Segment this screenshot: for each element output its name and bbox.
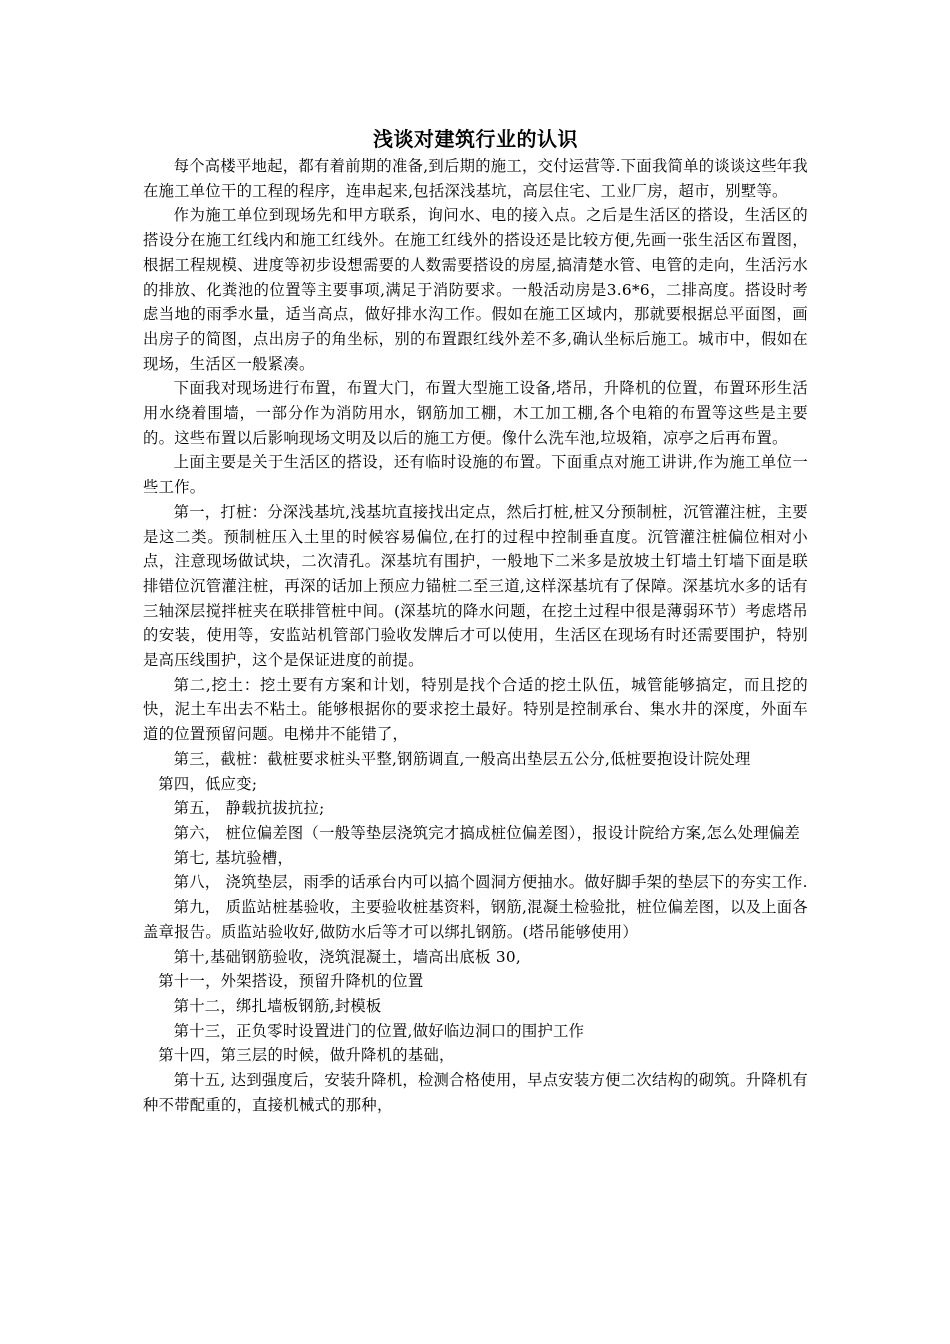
paragraph-step-15: 第十五, 达到强度后，安装升降机，检测合格使用，早点安装方便二次结构的砌筑。升降机有种不带配重的，直接机械式的那种， (143, 1071, 808, 1114)
document-title: 浅谈对建筑行业的认识 (373, 127, 578, 151)
paragraph-step-11: 第十一，外架搭设，预留升降机的位置 (158, 972, 424, 991)
paragraph-step-14: 第十四，第三层的时候，做升降机的基础， (158, 1046, 455, 1065)
paragraph-step-3: 第三，截桩：截桩要求桩头平整,钢筋调直,一般高出垫层五公分,低桩要抱设计院处理 (173, 749, 751, 768)
paragraph-step-7: 第七, 基坑验槽， (173, 848, 294, 867)
paragraph-step-10: 第十,基础钢筋验收，浇筑混凝土，墙高出底板 30, (173, 947, 522, 966)
paragraph-step-1: 第一，打桩：分深浅基坑,浅基坑直接找出定点，然后打桩,桩又分预制桩，沉管灌注桩，主要是这二类。预制桩压入土里的时候容易偏位,在打的过程中控制垂直度。沉管灌注桩偏位相对小点，注意现场做试块，二次清孔。深基坑有围护，一般地下二米多是放坡土钉墙土钉墙下面是联排错位沉管灌注桩，再深的话加上预应力锚桩二至三道,这样深基坑有了保障。深基坑水多的话有三轴深层搅拌桩夹在联排管桩中间。(深基坑的降水问题，在挖土过程中很是薄弱环节）考虑塔吊的安装，使用等，安监站机管部门验收发牌后才可以使用，生活区在现场有时还需要围护，特别是高压线围护，这个是保证进度的前提。 (143, 502, 808, 670)
paragraph-step-6: 第六， 桩位偏差图（一般等垫层浇筑完才搞成桩位偏差图），报设计院给方案,怎么处理偏差 (173, 823, 801, 842)
paragraph-step-12: 第十二，绑扎墙板钢筋,封模板 (173, 996, 382, 1015)
paragraph-living-area: 作为施工单位到现场先和甲方联系，询问水、电的接入点。之后是生活区的搭设，生活区的搭设分在施工红线内和施工红线外。在施工红线外的搭设还是比较方便,先画一张生活区布置图，根据工程规模、进度等初步设想需要的人数需要搭设的房屋,搞清楚水管、电管的走向，生活污水的排放、化粪池的位置等主要事项,满足于消防要求。一般活动房是3.6*6，二排高度。搭设时考虑当地的雨季水量，适当高点，做好排水沟工作。假如在施工区域内，那就要根据总平面图，画出房子的简图，点出房子的角坐标，别的布置跟红线外差不多,确认坐标后施工。城市中，假如在现场，生活区一般紧凑。 (143, 206, 808, 373)
paragraph-step-2: 第二,挖土：挖土要有方案和计划，特别是找个合适的挖土队伍，城管能够搞定，而且挖的快，泥土车出去不粘土。能够根据你的要求挖土最好。特别是控制承台、集水井的深度，外面车道的位置预留问题。电梯井不能错了， (143, 675, 808, 744)
paragraph-site-layout: 下面我对现场进行布置，布置大门，布置大型施工设备,塔吊，升降机的位置，布置环形生活用水绕着围墙，一部分作为消防用水，钢筋加工棚，木工加工棚,各个电箱的布置等这些是主要的。这些布置以后影响现场文明及以后的施工方便。像什么洗车池,垃圾箱，凉亭之后再布置。 (143, 379, 808, 447)
paragraph-step-4: 第四，低应变; (158, 774, 258, 793)
paragraph-step-5: 第五， 静载抗拔抗拉; (173, 799, 325, 818)
document-page (143, 126, 808, 1117)
paragraph-step-13: 第十三，正负零时设置进门的位置,做好临边洞口的围护工作 (173, 1021, 585, 1040)
paragraph-step-9: 第九， 质监站桩基验收，主要验收桩基资料，钢筋,混凝土检验批，桩位偏差图，以及上面各盖章报告。质监站验收好,做防水后等才可以绑扎钢筋。(塔吊能够使用） (143, 898, 808, 941)
paragraph-summary: 上面主要是关于生活区的搭设，还有临时设施的布置。下面重点对施工讲讲,作为施工单位一些工作。 (143, 453, 808, 497)
paragraph-intro: 每个高楼平地起，都有着前期的准备,到后期的施工，交付运营等.下面我简单的谈谈这些年我在施工单位干的工程的程序，连串起来,包括深浅基坑，高层住宅、工业厂房，超市，别墅等。 (143, 157, 808, 200)
paragraph-step-8: 第八， 浇筑垫层，雨季的话承台内可以搞个圆洞方便抽水。做好脚手架的垫层下的夯实工作. (173, 873, 808, 892)
